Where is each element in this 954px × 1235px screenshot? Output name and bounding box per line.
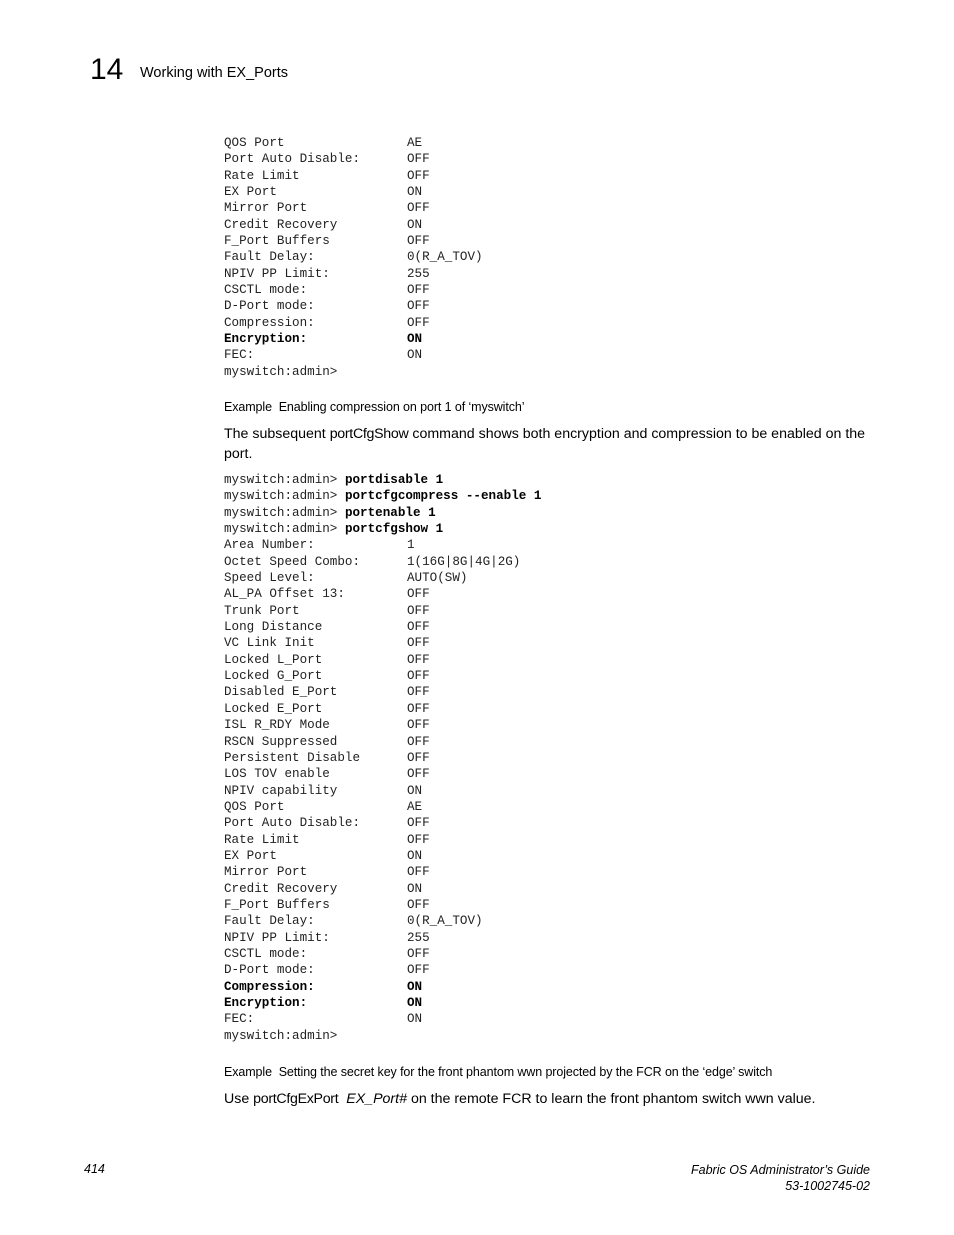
command-prompt: myswitch:admin> [224,473,338,487]
code-line [224,331,483,347]
command-prompt: myswitch:admin> [224,505,338,520]
code-line [224,962,541,978]
config-value: ON [407,1012,423,1027]
paragraph-1 [224,425,874,464]
code-line [224,554,541,570]
config-key: RSCN Suppressed [224,734,338,749]
command-prompt: myswitch:admin> [224,489,338,504]
config-key: Locked L_Port [224,652,323,667]
chapter-title: Working with EX_Ports [140,65,289,81]
code-line [224,603,541,619]
guide-title: Fabric OS Administrator’s Guide [691,1163,870,1177]
code-line [224,897,541,913]
code-line [224,570,541,586]
config-value: OFF [407,734,430,749]
paragraph-text: Use [224,1091,254,1107]
paragraph-2 [224,1090,874,1110]
config-key: Disabled E_Port [224,685,338,700]
example-title: Enabling compression on port 1 of ‘myswitch’ [278,400,525,414]
code-line [224,315,483,331]
config-key: Mirror Port [224,865,308,880]
command-line [224,472,541,488]
chapter-number: 14 [90,53,124,86]
config-value: 0(R_A_TOV) [407,914,483,929]
code-line [224,266,483,282]
code-line [224,635,541,651]
config-key: Locked E_Port [224,701,323,716]
config-value: OFF [407,201,430,216]
config-key: EX Port [224,848,277,863]
config-key: Locked G_Port [224,669,323,684]
config-key: Encryption: [224,332,308,347]
config-value: OFF [407,767,430,782]
code-line [224,168,483,184]
config-key: Trunk Port [224,603,300,618]
config-value: OFF [407,865,430,880]
config-value: OFF [407,587,430,602]
footer-doc-info [691,1162,870,1194]
doc-number: 53-1002745-02 [785,1179,870,1193]
config-value: OFF [407,816,430,831]
config-key: F_Port Buffers [224,897,330,912]
config-value: AE [407,799,423,814]
config-key: Port Auto Disable: [224,152,361,167]
config-key: F_Port Buffers [224,234,330,249]
code-line [224,619,541,635]
config-value: OFF [407,963,430,978]
command-line [224,505,541,521]
config-value: OFF [407,620,430,635]
config-key: Octet Speed Combo: [224,554,361,569]
config-key: Persistent Disable [224,750,361,765]
code-line [224,537,541,553]
code-line [224,151,483,167]
code-line [224,815,541,831]
config-key: D-Port mode: [224,299,315,314]
config-key: Long Distance [224,620,323,635]
command-argument: EX_Port# [346,1091,407,1107]
config-key: Area Number: [224,538,315,553]
code-line [224,783,541,799]
code-line [224,652,541,668]
command-prompt: myswitch:admin> [224,1028,338,1043]
config-value: OFF [407,718,430,733]
config-value: 0(R_A_TOV) [407,250,483,265]
config-key: Mirror Port [224,201,308,216]
code-line [224,701,541,717]
code-line [224,668,541,684]
config-key: Fault Delay: [224,250,315,265]
config-key: Credit Recovery [224,217,338,232]
config-value: OFF [407,685,430,700]
code-line [224,282,483,298]
page-number: 414 [84,1162,105,1176]
paragraph-text: The subsequent [224,426,330,442]
config-key: Speed Level: [224,571,315,586]
config-value: 255 [407,930,430,945]
config-value: ON [407,185,423,200]
config-key: QOS Port [224,799,285,814]
config-value: ON [407,332,423,347]
code-line [224,135,483,151]
config-key: Compression: [224,315,315,330]
config-key: D-Port mode: [224,963,315,978]
example-label: Example [224,400,272,414]
code-line [224,995,541,1011]
config-value: ON [407,979,423,994]
code-line [224,881,541,897]
code-block-port-config-2 [224,472,541,1044]
config-value: 255 [407,266,430,281]
config-key: NPIV PP Limit: [224,930,330,945]
config-value: OFF [407,946,430,961]
config-key: Credit Recovery [224,881,338,896]
config-key: LOS TOV enable [224,767,330,782]
code-line [224,717,541,733]
config-value: OFF [407,299,430,314]
code-line [224,750,541,766]
example-heading-1 [224,400,524,414]
config-key: QOS Port [224,136,285,150]
config-value: AE [407,136,423,150]
example-label: Example [224,1065,272,1079]
config-value: AUTO(SW) [407,571,468,586]
config-key: Port Auto Disable: [224,816,361,831]
config-value: ON [407,783,423,798]
config-key: NPIV capability [224,783,338,798]
config-key: ISL R_RDY Mode [224,718,330,733]
config-value: OFF [407,603,430,618]
config-key: VC Link Init [224,636,315,651]
config-key: AL_PA Offset 13: [224,587,345,602]
config-value: ON [407,881,423,896]
config-value: OFF [407,897,430,912]
paragraph-text: on the remote FCR to learn the front phantom switch wwn value. [407,1091,816,1107]
code-block-port-config-1 [224,135,483,380]
code-line [224,200,483,216]
command-text: portcfgcompress --enable 1 [344,489,542,504]
code-line [224,249,483,265]
command-line [224,488,541,504]
code-line [224,347,483,363]
code-line [224,184,483,200]
code-line [224,298,483,314]
config-key: Rate Limit [224,832,300,847]
code-line [224,766,541,782]
config-value: OFF [407,669,430,684]
config-value: OFF [407,168,430,183]
code-line [224,832,541,848]
config-key: FEC: [224,348,255,363]
config-key: Encryption: [224,996,308,1010]
config-value: ON [407,217,423,232]
code-line [224,864,541,880]
config-value: ON [407,996,423,1010]
config-value: OFF [407,152,430,167]
code-line [224,930,541,946]
config-key: CSCTL mode: [224,283,308,298]
code-line [224,684,541,700]
code-line [224,799,541,815]
config-key: CSCTL mode: [224,946,308,961]
command-prompt: myswitch:admin> [224,364,338,379]
config-value: OFF [407,234,430,249]
command-line [224,521,541,537]
example-heading-2 [224,1065,772,1079]
command-name: portCfgExPort [253,1091,339,1107]
config-value: OFF [407,750,430,765]
config-value: OFF [407,283,430,298]
code-line [224,848,541,864]
command-text: portcfgshow 1 [344,522,444,537]
example-title: Setting the secret key for the front phantom wwn projected by the FCR on the ‘edge’ switch [278,1065,773,1079]
config-key: EX Port [224,185,277,200]
config-value: OFF [407,652,430,667]
code-line [224,979,541,995]
code-line [224,586,541,602]
config-value: OFF [407,701,430,716]
code-line [224,1011,541,1027]
config-key: Fault Delay: [224,914,315,929]
code-line [224,217,483,233]
paragraph-text: command shows both encryption and compression to be enabled on the port. [224,426,866,462]
command-name: portCfgShow [329,426,409,442]
config-value: OFF [407,636,430,651]
config-key: Rate Limit [224,168,300,183]
code-line [224,734,541,750]
command-text: portenable 1 [344,505,436,520]
command-prompt: myswitch:admin> [224,522,338,537]
config-key: Compression: [224,979,315,994]
code-line [224,913,541,929]
config-value: 1(16G|8G|4G|2G) [407,554,521,569]
command-text: portdisable 1 [344,473,444,487]
config-value: OFF [407,832,430,847]
config-value: 1 [407,538,415,553]
code-line [224,233,483,249]
config-value: ON [407,348,423,363]
config-key: FEC: [224,1012,255,1027]
config-value: OFF [407,315,430,330]
config-key: NPIV PP Limit: [224,266,330,281]
code-line [224,946,541,962]
config-value: ON [407,848,423,863]
